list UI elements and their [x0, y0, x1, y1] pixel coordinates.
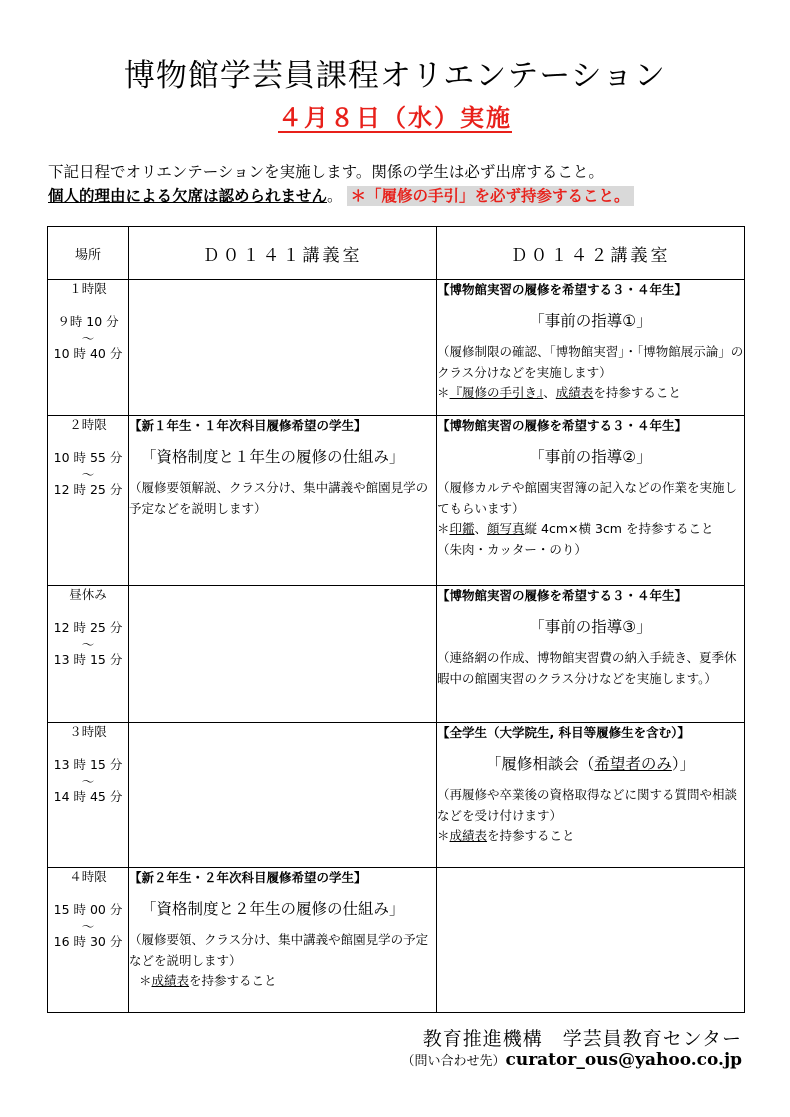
- topic-post: ）」: [671, 754, 696, 773]
- session-topic: 「事前の指導①」: [529, 311, 652, 330]
- room-b-cell: [437, 723, 745, 868]
- target-students: 【博物館実習の履修を希望する３・４年生】: [437, 418, 688, 433]
- note-suffix: を持参すること: [593, 385, 681, 401]
- target-students: 【全学生（大学院生, 科目等履修生を含む）】: [437, 725, 690, 740]
- topic-pre: 「履修相談会（: [485, 754, 595, 773]
- absence-notice: 個人的理由による欠席は認められません: [48, 187, 328, 205]
- bring-note: [437, 826, 744, 847]
- target-students: 【新２年生・２年次科目履修希望の学生】: [129, 870, 367, 885]
- time-cell: [48, 723, 129, 868]
- time-cell: [48, 586, 129, 723]
- session-topic: [437, 752, 744, 778]
- bring-note: [437, 383, 744, 404]
- table-row: [48, 586, 745, 723]
- period-label: ２時限: [69, 417, 107, 432]
- intro-line-2: [48, 184, 634, 206]
- note-prefix: ＊: [437, 521, 450, 537]
- room-a-cell: [129, 723, 437, 868]
- start-time: 10 時 55 分: [53, 449, 123, 465]
- room-a-cell: [129, 868, 437, 1013]
- note-suffix: 縦 4cm×横 3cm を持参すること: [524, 521, 714, 537]
- subtitle-date: ４月８日（水）実施: [278, 104, 512, 132]
- page-title: 博物館学芸員課程オリエンテーション: [123, 58, 667, 94]
- intro-line-1: 下記日程でオリエンテーションを実施します。関係の学生は必ず出席すること。: [48, 163, 604, 181]
- header-room-a: Ｄ０１４１講義室: [129, 227, 437, 280]
- target-students: 【新１年生・１年次科目履修希望の学生】: [129, 418, 367, 433]
- note-prefix: ＊: [437, 385, 450, 401]
- note-prefix: ＊: [437, 828, 450, 844]
- period-label: 昼休み: [69, 587, 107, 602]
- note-item-seal: 印鑑: [449, 521, 475, 537]
- end-time: 12 時 25 分: [53, 482, 123, 498]
- room-b-cell: [437, 280, 745, 416]
- tilde: ～: [81, 636, 95, 652]
- tilde: ～: [81, 918, 95, 934]
- start-time: 13 時 15 分: [53, 756, 123, 772]
- start-time: ９時 10 分: [57, 313, 119, 329]
- page-subtitle: [0, 98, 790, 133]
- note-sep: 、: [543, 385, 556, 401]
- room-a-cell: [129, 416, 437, 586]
- table-row: [48, 723, 745, 868]
- note-item-transcript: 成績表: [449, 828, 488, 844]
- session-description: （履修カルテや館園実習簿の記入などの作業を実施してもらいます）: [437, 480, 738, 516]
- bring-note-2: （朱肉・カッター・のり）: [437, 542, 587, 558]
- time-cell: [48, 416, 129, 586]
- footer-organization: 教育推進機構 学芸員教育センター: [422, 1028, 742, 1050]
- note-item-handbook: 『履修の手引き』: [449, 385, 544, 401]
- session-topic: 「事前の指導③」: [529, 617, 652, 636]
- bring-handbook-warning: ＊「履修の手引」を必ず持参すること。: [347, 186, 634, 206]
- period-label: ３時限: [69, 724, 107, 739]
- header-place: 場所: [48, 227, 129, 280]
- table-row: [48, 416, 745, 586]
- session-topic: 「資格制度と１年生の履修の仕組み」: [141, 447, 405, 466]
- time-cell: [48, 868, 129, 1013]
- note-item-transcript: 成績表: [151, 973, 190, 989]
- session-description: （再履修や卒業後の資格取得などに関する質問や相談などを受け付けます）: [437, 787, 738, 823]
- bring-note: [437, 519, 744, 540]
- note-sep: 、: [474, 521, 488, 537]
- session-description: （連絡網の作成、博物館実習費の納入手続き、夏季休暇中の館園実習のクラス分けなどを実施します。）: [437, 650, 737, 686]
- table-header-row: [48, 227, 745, 280]
- end-time: 16 時 30 分: [53, 934, 123, 950]
- tilde: ～: [81, 466, 95, 482]
- tilde: ～: [81, 773, 95, 789]
- note-suffix: を持参すること: [189, 973, 277, 989]
- end-time: 13 時 15 分: [53, 652, 123, 668]
- time-cell: [48, 280, 129, 416]
- start-time: 15 時 00 分: [53, 901, 123, 917]
- table-row: [48, 868, 745, 1013]
- room-a-cell: [129, 586, 437, 723]
- room-b-cell: [437, 868, 745, 1013]
- target-students: 【博物館実習の履修を希望する３・４年生】: [437, 588, 688, 603]
- tilde: ～: [81, 330, 95, 346]
- session-description: （履修要領、クラス分け、集中講義や館園見学の予定などを説明します）: [129, 932, 429, 968]
- note-item-transcript: 成績表: [555, 385, 594, 401]
- start-time: 12 時 25 分: [53, 619, 123, 635]
- schedule-table: [47, 226, 745, 1013]
- note-suffix: を持参すること: [487, 828, 575, 844]
- end-time: 14 時 45 分: [53, 789, 123, 805]
- contact-label: （問い合わせ先）: [401, 1054, 506, 1069]
- target-students: 【博物館実習の履修を希望する３・４年生】: [437, 282, 688, 297]
- topic-optional: 希望者のみ: [594, 754, 672, 773]
- room-a-cell: [129, 280, 437, 416]
- end-time: 10 時 40 分: [53, 346, 123, 362]
- header-room-b: Ｄ０１４２講義室: [437, 227, 745, 280]
- table-row: [48, 280, 745, 416]
- session-topic: 「事前の指導②」: [529, 447, 652, 466]
- bring-note: [129, 971, 436, 992]
- period-label: ４時限: [69, 869, 107, 884]
- note-prefix: ＊: [139, 973, 152, 989]
- contact-email[interactable]: curator_ous@yahoo.co.jp: [505, 1050, 742, 1070]
- note-item-photo: 顔写真: [487, 521, 525, 537]
- room-b-cell: [437, 586, 745, 723]
- session-description: （履修制限の確認、「博物館実習」・「博物館展示論」のクラス分けなどを実施します）: [437, 344, 744, 380]
- period-label: １時限: [69, 281, 107, 296]
- footer-contact: [401, 1050, 742, 1070]
- absence-notice-period: 。: [327, 187, 343, 205]
- session-description: （履修要領解説、クラス分け、集中講義や館園見学の予定などを説明します）: [129, 480, 429, 516]
- room-b-cell: [437, 416, 745, 586]
- session-topic: 「資格制度と２年生の履修の仕組み」: [141, 899, 405, 918]
